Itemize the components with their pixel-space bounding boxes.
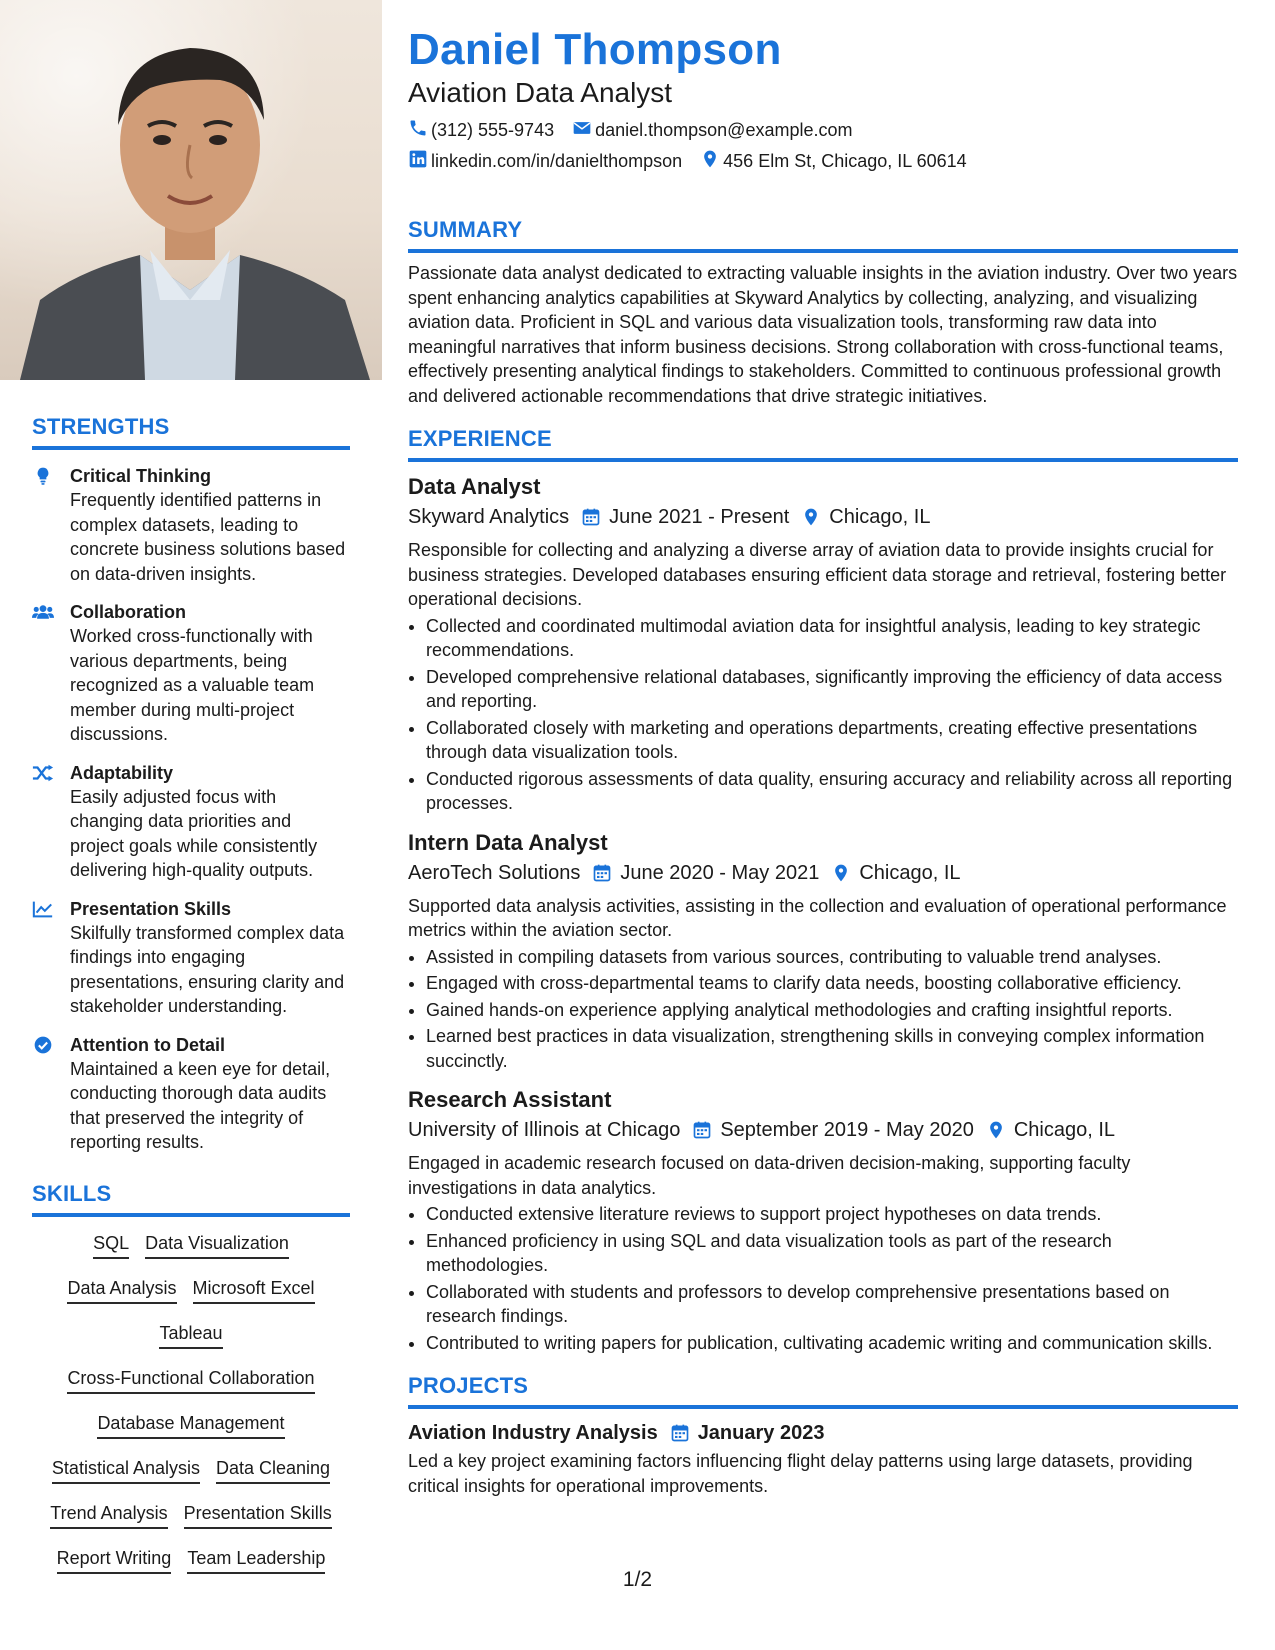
bullet-item: • Conducted rigorous assessments of data quality, ensuring accuracy and reliability across all reporting processes. [426,767,1238,816]
map-pin-icon [986,1120,1006,1140]
project-entry [408,1419,1238,1498]
project-title-row [408,1419,1238,1447]
candidate-name: Daniel Thompson [408,25,782,74]
company-name: University of Illinois at Chicago [408,1119,681,1141]
skill-tag: Database Management [97,1411,284,1439]
strengths-heading: STRENGTHS [32,414,350,450]
skill-tag: SQL [93,1231,129,1259]
skill-tag: Trend Analysis [50,1501,167,1529]
skill-tag: Microsoft Excel [193,1276,315,1304]
job-entry [408,472,1238,816]
job-meta [408,858,1238,888]
bullet-item: • Assisted in compiling datasets from various sources, contributing to valuable trend analyses. [426,945,1238,970]
strength-title: Presentation Skills [70,898,232,919]
strength-item [32,464,350,586]
map-pin-icon [801,507,821,527]
strength-title: Critical Thinking [70,466,212,486]
chart-line-icon [32,906,54,923]
users-icon [32,609,54,626]
calendar-icon [581,507,601,527]
bullet-item: • Developed comprehensive relational databases, significantly improving the efficiency of data access and reporting. [426,665,1238,714]
email-text: daniel.thompson@example.com [595,119,853,140]
address-contact [700,149,966,174]
job-meta [408,502,1238,532]
linkedin-contact[interactable] [408,149,682,174]
skill-tag: Data Visualization [145,1231,289,1259]
candidate-title: Aviation Data Analyst [408,77,673,108]
contact-row [408,118,1238,142]
skill-tag: Cross-Functional Collaboration [67,1366,314,1394]
strength-desc: Maintained a keen eye for detail, conducting thorough data audits that preserved the integrity of reporting results. [70,1058,331,1152]
job-dates: June 2021 - Present [609,506,790,528]
skill-tag: Presentation Skills [184,1501,332,1529]
calendar-icon [592,863,612,883]
strength-desc: Worked cross-functionally with various departments, being recognized as a valuable team member during multi-project discussions. [70,626,315,744]
phone-icon [408,118,431,143]
projects-heading: PROJECTS [408,1373,1238,1409]
company-name: Skyward Analytics [408,506,570,528]
phone-contact[interactable] [408,118,554,143]
page-number: 1/2 [622,1568,653,1591]
job-dates: September 2019 - May 2020 [720,1119,974,1141]
job-location: Chicago, IL [859,861,961,884]
check-circle-icon [32,1042,54,1059]
map-pin-icon [700,149,723,174]
email-icon [572,118,595,143]
experience-heading: EXPERIENCE [408,426,1238,462]
contact-row [408,149,1238,173]
job-dates: June 2020 - May 2021 [620,861,820,884]
skill-tag: Tableau [159,1321,222,1349]
address-text: 456 Elm St, Chicago, IL 60614 [723,150,967,171]
linkedin-text: linkedin.com/in/danielthompson [431,150,683,171]
strength-title: Adaptability [70,762,174,783]
skill-tag: Data Analysis [67,1276,176,1304]
job-entry [408,1085,1238,1355]
strength-item [32,897,350,1019]
job-title: Research Assistant [408,1087,612,1112]
strength-item [32,1033,350,1155]
summary-heading: SUMMARY [408,217,1238,253]
job-bullets [408,945,1238,1074]
strength-desc: Easily adjusted focus with changing data priorities and project goals while consistently delivering high-quality outputs. [70,786,318,880]
profile-photo [0,0,382,380]
strength-title: Collaboration [70,602,186,622]
job-bullets [408,1202,1238,1355]
strength-title: Attention to Detail [70,1034,225,1055]
map-pin-icon [831,863,851,883]
strength-item [32,600,350,747]
bullet-item: • Collaborated closely with marketing and operations departments, creating effective presentations through data visualization tools. [426,716,1238,765]
strength-item [32,761,350,883]
job-title: Intern Data Analyst [408,829,608,855]
project-date: January 2023 [697,1421,825,1444]
skill-tag: Data Cleaning [216,1456,330,1484]
skills-list [32,1231,350,1574]
job-meta [408,1115,1238,1145]
phone-text: (312) 555-9743 [431,119,555,140]
bullet-item: • Collected and coordinated multimodal aviation data for insightful analysis, leading to key strategic recommendations. [426,614,1238,663]
bullet-item: • Engaged with cross-departmental teams to clarify data needs, boosting collaborative efficiency. [426,971,1238,996]
email-contact[interactable] [572,118,852,143]
job-description: Responsible for collecting and analyzing a diverse array of aviation data to provide insights crucial for business strategies. Developed databases ensuring efficient data storage and retrieval, fostering better operational decisions. [408,540,1227,609]
bullet-item: • Collaborated with students and professors to develop comprehensive presentations based on research findings. [426,1280,1238,1329]
main-content [408,0,1238,1498]
skill-tag: Statistical Analysis [52,1456,200,1484]
job-location: Chicago, IL [829,506,931,528]
bullet-item: • Learned best practices in data visualization, strengthening skills in conveying complex information succinctly. [426,1024,1238,1073]
calendar-icon [692,1120,712,1140]
project-description: Led a key project examining factors influencing flight delay patterns using large datasets, providing critical insights for operational improvements. [408,1451,1193,1496]
job-entry [408,828,1238,1074]
bullet-item: • Contributed to writing papers for publication, cultivating academic writing and communication skills. [426,1331,1238,1356]
job-description: Engaged in academic research focused on data-driven decision-making, supporting faculty investigations in data analytics. [408,1153,1131,1198]
job-description: Supported data analysis activities, assisting in the collection and evaluation of operational performance metrics within the aviation sector. [408,895,1227,940]
bullet-item: • Gained hands-on experience applying analytical methodologies and crafting insightful reports. [426,998,1238,1023]
skills-heading: SKILLS [32,1181,350,1217]
job-location: Chicago, IL [1013,1119,1116,1141]
calendar-icon [670,1423,690,1443]
project-title: Aviation Industry Analysis [408,1422,658,1444]
skill-tag: Report Writing [57,1546,172,1574]
linkedin-icon [408,149,431,174]
summary-text: Passionate data analyst dedicated to extracting valuable insights in the aviation industry. Over two years spent enhancing analytics capabilities at Skyward Analytics by collecting, analyzing, and visualizing aviation data. Proficient in SQL and various data visualization tools, transforming raw data into meaningful narratives that inform business decisions. Strong collaboration with cross-functional teams, effectively presenting analytical findings to stakeholders. Committed to continuous professional growth and delivered actionable recommendations that drive strategic initiatives. [408,263,1238,406]
shuffle-icon [32,770,54,787]
job-title: Data Analyst [408,474,541,499]
strength-desc: Skilfully transformed complex data findings into engaging presentations, ensuring clarity and stakeholder understanding. [70,922,345,1016]
company-name: AeroTech Solutions [408,861,581,884]
left-sidebar [0,0,382,1650]
lightbulb-icon [32,473,54,490]
job-bullets [408,614,1238,816]
strength-desc: Frequently identified patterns in complex datasets, leading to concrete business solutions based on data-driven insights. [70,490,346,584]
bullet-item: • Conducted extensive literature reviews to support project hypotheses on data trends. [426,1202,1238,1227]
bullet-item: • Enhanced proficiency in using SQL and data visualization tools as part of the research methodologies. [426,1229,1238,1278]
skill-tag: Team Leadership [187,1546,325,1574]
